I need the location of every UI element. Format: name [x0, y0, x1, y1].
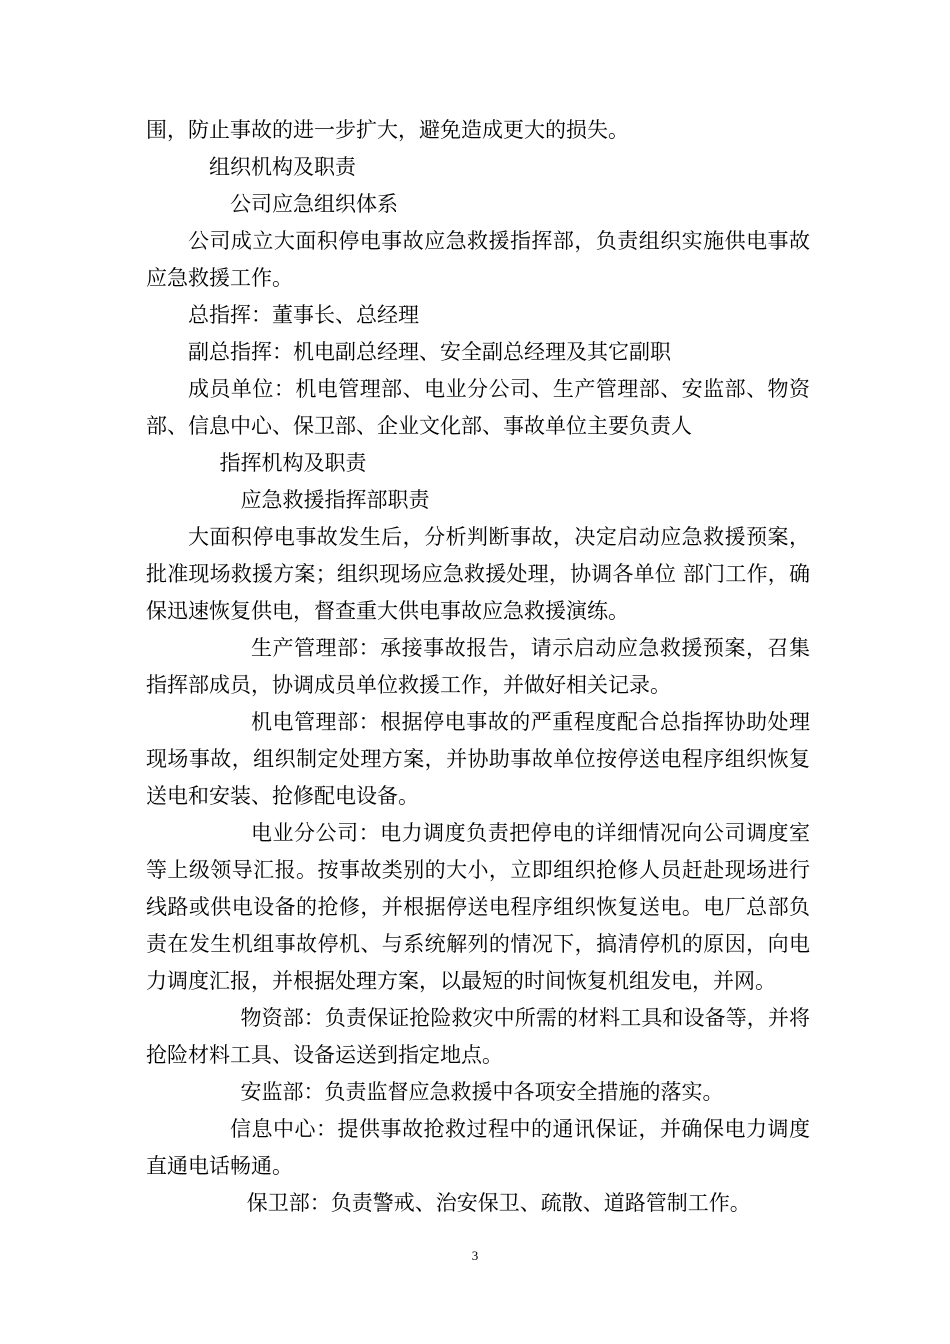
paragraph-p4: 公司成立大面积停电事故应急救援指挥部，负责组织实施供电事故应急救援工作。 [146, 229, 810, 290]
paragraph-p11: 生产管理部：承接事故报告，请示启动应急救援预案，召集指挥部成员，协调成员单位救援工作，并做好相关记录。 [146, 636, 810, 697]
paragraph-p7: 成员单位：机电管理部、电业分公司、生产管理部、安监部、物资部、信息中心、保卫部、企业文化部、事故单位主要负责人 [146, 377, 810, 438]
paragraph-p13: 电业分公司：电力调度负责把停电的详细情况向公司调度室等上级领导汇报。按事故类别的大小，立即组织抢修人员赶赴现场进行线路或供电设备的抢修，并根据停送电程序组织恢复送电。电厂总部负责在发生机组事故停机、与系统解列的情况下，搞清停机的原因，向电力调度汇报，并根据处理方案，以最短的时间恢复机组发电，并网。 [146, 821, 810, 993]
paragraph-p14: 物资部：负责保证抢险救灾中所需的材料工具和设备等，并将抢险材料工具、设备运送到指定地点。 [146, 1006, 810, 1067]
paragraph-p9: 应急救援指挥部职责 [240, 488, 430, 512]
document-body [146, 112, 810, 1222]
paragraph-p12: 机电管理部：根据停电事故的严重程度配合总指挥协助处理现场事故，组织制定处理方案，并协助事故单位按停送电程序组织恢复送电和安装、抢修配电设备。 [146, 710, 810, 808]
paragraph-p1: 围，防止事故的进一步扩大，避免造成更大的损失。 [146, 118, 629, 142]
paragraph-p5: 总指挥：董事长、总经理 [188, 303, 419, 327]
paragraph-p16: 信息中心：提供事故抢救过程中的通讯保证，并确保电力调度直通电话畅通。 [146, 1117, 810, 1178]
paragraph-p15: 安监部：负责监督应急救援中各项安全措施的落实。 [240, 1080, 724, 1104]
paragraph-p2: 组织机构及职责 [209, 155, 356, 179]
paragraph-p8: 指挥机构及职责 [219, 451, 367, 475]
page-number: 3 [471, 1248, 479, 1263]
paragraph-p17: 保卫部：负责警戒、治安保卫、疏散、道路管制工作。 [246, 1191, 751, 1215]
paragraph-p6: 副总指挥：机电副总经理、安全副总经理及其它副职 [188, 340, 671, 364]
paragraph-p10: 大面积停电事故发生后，分析判断事故，决定启动应急救援预案，批准现场救援方案；组织现场应急救援处理，协调各单位 部门工作，确保迅速恢复供电，督查重大供电事故应急救援演练。 [146, 525, 810, 623]
paragraph-p3: 公司应急组织体系 [230, 192, 398, 216]
